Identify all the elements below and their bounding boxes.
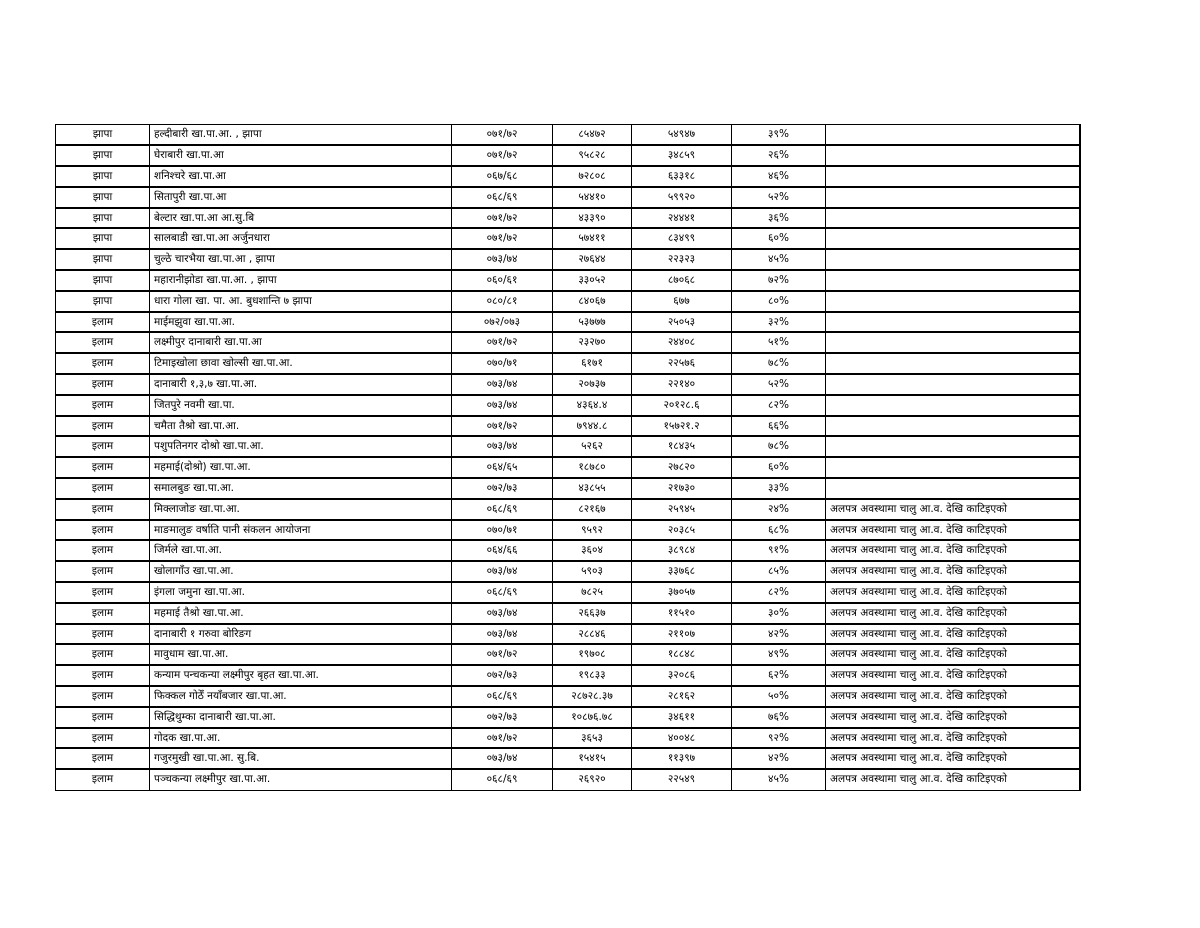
fiscal-year-cell: ०६०/६१ xyxy=(452,270,553,291)
fiscal-year-cell: ०७३/७४ xyxy=(452,249,553,270)
project-name-cell: मिक्लाजोङ खा.पा.आ. xyxy=(150,499,452,520)
amount-cell-2: २१७३० xyxy=(632,478,732,499)
project-name-cell: चुल्ठे चारभैया खा.पा.आ , झापा xyxy=(150,249,452,270)
project-name-cell: सालबाडी खा.पा.आ अर्जुनधारा xyxy=(150,228,452,249)
fiscal-year-cell: ०७०/७१ xyxy=(452,353,553,374)
project-name-cell: महमाई तैश्रो खा.पा.आ. xyxy=(150,603,452,624)
table-row xyxy=(56,457,1080,478)
fiscal-year-cell: ०७३/७४ xyxy=(452,436,553,457)
remark-cell xyxy=(826,125,1080,146)
district-cell: इलाम xyxy=(56,707,150,728)
table-row xyxy=(56,436,1080,457)
table-row xyxy=(56,665,1080,686)
table-row xyxy=(56,187,1080,208)
fiscal-year-cell: ०७१/७२ xyxy=(452,416,553,437)
amount-cell-2: २२१४० xyxy=(632,374,732,395)
amount-cell: ५९०३ xyxy=(553,561,632,582)
fiscal-year-cell: ०६४/६५ xyxy=(452,457,553,478)
amount-cell-2: ५९९२० xyxy=(632,187,732,208)
remark-cell: अलपत्र अवस्थामा चालु आ.व. देखि काटिइएको xyxy=(826,540,1080,561)
fiscal-year-cell: ०७३/७४ xyxy=(452,624,553,645)
district-cell: इलाम xyxy=(56,499,150,520)
amount-cell: ९५८२८ xyxy=(553,145,632,166)
fiscal-year-cell: ०७१/७२ xyxy=(452,145,553,166)
amount-cell-2: १५७२१.२ xyxy=(632,416,732,437)
district-cell: इलाम xyxy=(56,582,150,603)
amount-cell-2: २८१६२ xyxy=(632,686,732,707)
table-row xyxy=(56,478,1080,499)
table-row xyxy=(56,249,1080,270)
percent-cell: ३२% xyxy=(732,312,826,333)
district-cell: इलाम xyxy=(56,561,150,582)
amount-cell: ८२१६७ xyxy=(553,499,632,520)
amount-cell-2: ५४९४७ xyxy=(632,125,732,146)
amount-cell: ७८२५ xyxy=(553,582,632,603)
table-row xyxy=(56,520,1080,541)
amount-cell-2: ८३४९९ xyxy=(632,228,732,249)
district-cell: झापा xyxy=(56,145,150,166)
amount-cell-2: ६३३१८ xyxy=(632,166,732,187)
percent-cell: ७८% xyxy=(732,436,826,457)
project-name-cell: दानाबारी १,३,७ खा.पा.आ. xyxy=(150,374,452,395)
percent-cell: ७२% xyxy=(732,270,826,291)
amount-cell-2: २५९४५ xyxy=(632,499,732,520)
amount-cell-2: ११३९७ xyxy=(632,748,732,769)
amount-cell: २६६३७ xyxy=(553,603,632,624)
table-row xyxy=(56,125,1080,146)
percent-cell: ६०% xyxy=(732,457,826,478)
district-cell: इलाम xyxy=(56,312,150,333)
remark-cell xyxy=(826,166,1080,187)
fiscal-year-cell: ०७१/७२ xyxy=(452,208,553,229)
table-row xyxy=(56,561,1080,582)
project-name-cell: सितापुरी खा.पा.आ xyxy=(150,187,452,208)
amount-cell-2: ३४६११ xyxy=(632,707,732,728)
amount-cell-2: १८४३५ xyxy=(632,436,732,457)
amount-cell: ४३६४.४ xyxy=(553,395,632,416)
amount-cell: ५७४११ xyxy=(553,228,632,249)
amount-cell: ५३७७७ xyxy=(553,312,632,333)
project-name-cell: इंगला जमुना खा.पा.आ. xyxy=(150,582,452,603)
table-row xyxy=(56,728,1080,749)
amount-cell-2: ३२०८६ xyxy=(632,665,732,686)
remark-cell: अलपत्र अवस्थामा चालु आ.व. देखि काटिइएको xyxy=(826,665,1080,686)
remark-cell xyxy=(826,187,1080,208)
amount-cell-2: ११५१० xyxy=(632,603,732,624)
district-cell: इलाम xyxy=(56,769,150,790)
amount-cell: २३२७० xyxy=(553,332,632,353)
percent-cell: ६८% xyxy=(732,520,826,541)
amount-cell-2: २२५४९ xyxy=(632,769,732,790)
table-row xyxy=(56,353,1080,374)
amount-cell-2: १८८४८ xyxy=(632,644,732,665)
fiscal-year-cell: ०६८/६९ xyxy=(452,769,553,790)
amount-cell-2: ३४८५९ xyxy=(632,145,732,166)
project-name-cell: गोदक खा.पा.आ. xyxy=(150,728,452,749)
district-cell: झापा xyxy=(56,270,150,291)
fiscal-year-cell: ०६७/६८ xyxy=(452,166,553,187)
amount-cell: १०८७६.७८ xyxy=(553,707,632,728)
project-name-cell: धारा गोला खा. पा. आ. बुधशान्ति ७ झापा xyxy=(150,291,452,312)
remark-cell xyxy=(826,374,1080,395)
fiscal-year-cell: ०७०/७१ xyxy=(452,520,553,541)
percent-cell: ८२% xyxy=(732,395,826,416)
district-cell: इलाम xyxy=(56,436,150,457)
fiscal-year-cell: ०६८/६९ xyxy=(452,499,553,520)
project-name-cell: दानाबारी १ गरुवा बोरिङग xyxy=(150,624,452,645)
percent-cell: ७६% xyxy=(732,707,826,728)
amount-cell: २६९२० xyxy=(553,769,632,790)
project-name-cell: माङमालुङ वर्षाति पानी संकलन आयोजना xyxy=(150,520,452,541)
amount-cell-2: ३७०५७ xyxy=(632,582,732,603)
district-cell: इलाम xyxy=(56,374,150,395)
district-cell: इलाम xyxy=(56,748,150,769)
remark-cell: अलपत्र अवस्थामा चालु आ.व. देखि काटिइएको xyxy=(826,748,1080,769)
district-cell: झापा xyxy=(56,125,150,146)
fiscal-year-cell: ०७२/७३ xyxy=(452,707,553,728)
fiscal-year-cell: ०७३/७४ xyxy=(452,561,553,582)
percent-cell: ३६% xyxy=(732,208,826,229)
percent-cell: ६२% xyxy=(732,665,826,686)
percent-cell: ४५% xyxy=(732,249,826,270)
remark-cell: अलपत्र अवस्थामा चालु आ.व. देखि काटिइएको xyxy=(826,644,1080,665)
percent-cell: ४९% xyxy=(732,644,826,665)
fiscal-year-cell: ०७२/०७३ xyxy=(452,312,553,333)
table-row xyxy=(56,707,1080,728)
district-cell: इलाम xyxy=(56,644,150,665)
percent-cell: ४२% xyxy=(732,748,826,769)
project-name-cell: घेराबारी खा.पा.आ xyxy=(150,145,452,166)
amount-cell: २८८४६ xyxy=(553,624,632,645)
table-row xyxy=(56,582,1080,603)
district-cell: झापा xyxy=(56,208,150,229)
table-row xyxy=(56,208,1080,229)
table-row xyxy=(56,395,1080,416)
amount-cell: ६१७१ xyxy=(553,353,632,374)
district-cell: इलाम xyxy=(56,520,150,541)
remark-cell xyxy=(826,332,1080,353)
amount-cell: ५४४१० xyxy=(553,187,632,208)
percent-cell: ५१% xyxy=(732,332,826,353)
table-row xyxy=(56,332,1080,353)
project-name-cell: लक्ष्मीपुर दानाबारी खा.पा.आ xyxy=(150,332,452,353)
table-row xyxy=(56,416,1080,437)
amount-cell: १९८३३ xyxy=(553,665,632,686)
amount-cell: ८५४७२ xyxy=(553,125,632,146)
remark-cell: अलपत्र अवस्थामा चालु आ.व. देखि काटिइएको xyxy=(826,728,1080,749)
percent-cell: ४६% xyxy=(732,166,826,187)
district-cell: इलाम xyxy=(56,728,150,749)
remark-cell xyxy=(826,270,1080,291)
percent-cell: ३३% xyxy=(732,478,826,499)
project-name-cell: टिमाइखोला छावा खोल्सी खा.पा.आ. xyxy=(150,353,452,374)
fiscal-year-cell: ०७३/७४ xyxy=(452,374,553,395)
project-name-cell: महारानीझोडा खा.पा.आ. , झापा xyxy=(150,270,452,291)
fiscal-year-cell: ०६८/६९ xyxy=(452,686,553,707)
fiscal-year-cell: ०७१/७२ xyxy=(452,125,553,146)
amount-cell-2: २०१२८.६ xyxy=(632,395,732,416)
district-cell: इलाम xyxy=(56,457,150,478)
amount-cell: ९५९२ xyxy=(553,520,632,541)
amount-cell: ४३३९० xyxy=(553,208,632,229)
remark-cell xyxy=(826,478,1080,499)
project-name-cell: चमैता तैश्रो खा.पा.आ. xyxy=(150,416,452,437)
amount-cell-2: २०३८५ xyxy=(632,520,732,541)
district-cell: इलाम xyxy=(56,353,150,374)
fiscal-year-cell: ०७१/७२ xyxy=(452,228,553,249)
remark-cell xyxy=(826,228,1080,249)
project-name-cell: हल्दीबारी खा.पा.आ. , झापा xyxy=(150,125,452,146)
project-name-cell: पशुपतिनगर दोश्रो खा.पा.आ. xyxy=(150,436,452,457)
table-row xyxy=(56,540,1080,561)
amount-cell: १९७०८ xyxy=(553,644,632,665)
remark-cell xyxy=(826,249,1080,270)
percent-cell: ६६% xyxy=(732,416,826,437)
project-name-cell: महमाई(दोश्रो) खा.पा.आ. xyxy=(150,457,452,478)
project-name-cell: जिर्मले खा.पा.आ. xyxy=(150,540,452,561)
percent-cell: ३९% xyxy=(732,125,826,146)
district-cell: झापा xyxy=(56,228,150,249)
amount-cell: ८४०६७ xyxy=(553,291,632,312)
fiscal-year-cell: ०७३/७४ xyxy=(452,395,553,416)
table-row xyxy=(56,374,1080,395)
table-row xyxy=(56,270,1080,291)
amount-cell: २८७२८.३७ xyxy=(553,686,632,707)
project-name-cell: बेल्टार खा.पा.आ आ.सु.बि xyxy=(150,208,452,229)
remark-cell: अलपत्र अवस्थामा चालु आ.व. देखि काटिइएको xyxy=(826,520,1080,541)
table-row xyxy=(56,291,1080,312)
fiscal-year-cell: ०६८/६९ xyxy=(452,582,553,603)
remark-cell xyxy=(826,436,1080,457)
project-name-cell: शनिश्चरे खा.पा.आ xyxy=(150,166,452,187)
amount-cell-2: ३३७६८ xyxy=(632,561,732,582)
table-row xyxy=(56,166,1080,187)
amount-cell-2: २७८२० xyxy=(632,457,732,478)
amount-cell-2: ३८९८४ xyxy=(632,540,732,561)
amount-cell-2: २५०५३ xyxy=(632,312,732,333)
remark-cell: अलपत्र अवस्थामा चालु आ.व. देखि काटिइएको xyxy=(826,624,1080,645)
table-row xyxy=(56,312,1080,333)
remark-cell: अलपत्र अवस्थामा चालु आ.व. देखि काटिइएको xyxy=(826,769,1080,790)
district-cell: इलाम xyxy=(56,478,150,499)
table-row xyxy=(56,228,1080,249)
remark-cell: अलपत्र अवस्थामा चालु आ.व. देखि काटिइएको xyxy=(826,686,1080,707)
percent-cell: ८५% xyxy=(732,561,826,582)
district-cell: इलाम xyxy=(56,416,150,437)
project-name-cell: जितपुरे नवमी खा.पा. xyxy=(150,395,452,416)
percent-cell: ५२% xyxy=(732,187,826,208)
district-cell: इलाम xyxy=(56,665,150,686)
table-row xyxy=(56,748,1080,769)
remark-cell: अलपत्र अवस्थामा चालु आ.व. देखि काटिइएको xyxy=(826,603,1080,624)
fiscal-year-cell: ०७१/७२ xyxy=(452,644,553,665)
table-row xyxy=(56,624,1080,645)
percent-cell: ९२% xyxy=(732,728,826,749)
percent-cell: २६% xyxy=(732,145,826,166)
fiscal-year-cell: ०७२/७३ xyxy=(452,665,553,686)
remark-cell xyxy=(826,208,1080,229)
table-body xyxy=(56,125,1080,791)
remark-cell xyxy=(826,145,1080,166)
district-cell: झापा xyxy=(56,166,150,187)
project-name-cell: मावुधाम खा.पा.आ. xyxy=(150,644,452,665)
remark-cell: अलपत्र अवस्थामा चालु आ.व. देखि काटिइएको xyxy=(826,561,1080,582)
remark-cell xyxy=(826,312,1080,333)
amount-cell-2: २११०७ xyxy=(632,624,732,645)
table-row xyxy=(56,686,1080,707)
district-cell: इलाम xyxy=(56,603,150,624)
percent-cell: ८२% xyxy=(732,582,826,603)
table-row xyxy=(56,145,1080,166)
fiscal-year-cell: ०७३/७४ xyxy=(452,748,553,769)
district-cell: इलाम xyxy=(56,624,150,645)
amount-cell-2: ६७७ xyxy=(632,291,732,312)
project-name-cell: सिद्धिथुम्का दानाबारी खा.पा.आ. xyxy=(150,707,452,728)
percent-cell: ६०% xyxy=(732,228,826,249)
amount-cell: ३६०४ xyxy=(553,540,632,561)
table-row xyxy=(56,499,1080,520)
amount-cell: २७६४४ xyxy=(553,249,632,270)
amount-cell: ५२६२ xyxy=(553,436,632,457)
remark-cell: अलपत्र अवस्थामा चालु आ.व. देखि काटिइएको xyxy=(826,707,1080,728)
amount-cell-2: २४४०८ xyxy=(632,332,732,353)
table-row xyxy=(56,644,1080,665)
percent-cell: २४% xyxy=(732,499,826,520)
amount-cell: १८७८० xyxy=(553,457,632,478)
amount-cell-2: ८७०६८ xyxy=(632,270,732,291)
district-cell: इलाम xyxy=(56,686,150,707)
remark-cell: अलपत्र अवस्थामा चालु आ.व. देखि काटिइएको xyxy=(826,582,1080,603)
district-cell: झापा xyxy=(56,187,150,208)
project-name-cell: गजुरमुखी खा.पा.आ. सु.बि. xyxy=(150,748,452,769)
project-name-cell: माईमझुवा खा.पा.आ. xyxy=(150,312,452,333)
amount-cell: ३६५३ xyxy=(553,728,632,749)
project-name-cell: कन्याम पन्चकन्या लक्ष्मीपुर बृहत खा.पा.आ. xyxy=(150,665,452,686)
project-table xyxy=(55,124,1080,791)
table-row xyxy=(56,769,1080,790)
amount-cell: ७९४४.८ xyxy=(553,416,632,437)
project-name-cell: खोलागाँउ खा.पा.आ. xyxy=(150,561,452,582)
fiscal-year-cell: ०७२/७३ xyxy=(452,478,553,499)
percent-cell: ४५% xyxy=(732,769,826,790)
fiscal-year-cell: ०७१/७२ xyxy=(452,332,553,353)
percent-cell: ५०% xyxy=(732,686,826,707)
fiscal-year-cell: ०८०/८१ xyxy=(452,291,553,312)
project-name-cell: पञ्चकन्या लक्ष्मीपुर खा.पा.आ. xyxy=(150,769,452,790)
remark-cell xyxy=(826,353,1080,374)
amount-cell-2: २२३२३ xyxy=(632,249,732,270)
table-row xyxy=(56,603,1080,624)
fiscal-year-cell: ०६४/६६ xyxy=(452,540,553,561)
remark-cell xyxy=(826,395,1080,416)
amount-cell-2: २२५७६ xyxy=(632,353,732,374)
project-name-cell: समालबुङ खा.पा.आ. xyxy=(150,478,452,499)
district-cell: इलाम xyxy=(56,395,150,416)
amount-cell-2: २४४४१ xyxy=(632,208,732,229)
district-cell: झापा xyxy=(56,249,150,270)
amount-cell: १५४१५ xyxy=(553,748,632,769)
amount-cell: ४३८५५ xyxy=(553,478,632,499)
percent-cell: ३०% xyxy=(732,603,826,624)
fiscal-year-cell: ०७३/७४ xyxy=(452,603,553,624)
percent-cell: ७८% xyxy=(732,353,826,374)
percent-cell: ९१% xyxy=(732,540,826,561)
fiscal-year-cell: ०७१/७२ xyxy=(452,728,553,749)
percent-cell: ४२% xyxy=(732,624,826,645)
amount-cell: ३३०५२ xyxy=(553,270,632,291)
remark-cell: अलपत्र अवस्थामा चालु आ.व. देखि काटिइएको xyxy=(826,499,1080,520)
percent-cell: ८०% xyxy=(732,291,826,312)
remark-cell xyxy=(826,416,1080,437)
district-cell: झापा xyxy=(56,291,150,312)
percent-cell: ५२% xyxy=(732,374,826,395)
amount-cell-2: ४००४८ xyxy=(632,728,732,749)
remark-cell xyxy=(826,457,1080,478)
amount-cell: २०७३७ xyxy=(553,374,632,395)
remark-cell xyxy=(826,291,1080,312)
fiscal-year-cell: ०६८/६९ xyxy=(452,187,553,208)
district-cell: इलाम xyxy=(56,540,150,561)
district-cell: इलाम xyxy=(56,332,150,353)
amount-cell: ७२८०८ xyxy=(553,166,632,187)
project-name-cell: फिक्कल गोठेँ नयाँबजार खा.पा.आ. xyxy=(150,686,452,707)
